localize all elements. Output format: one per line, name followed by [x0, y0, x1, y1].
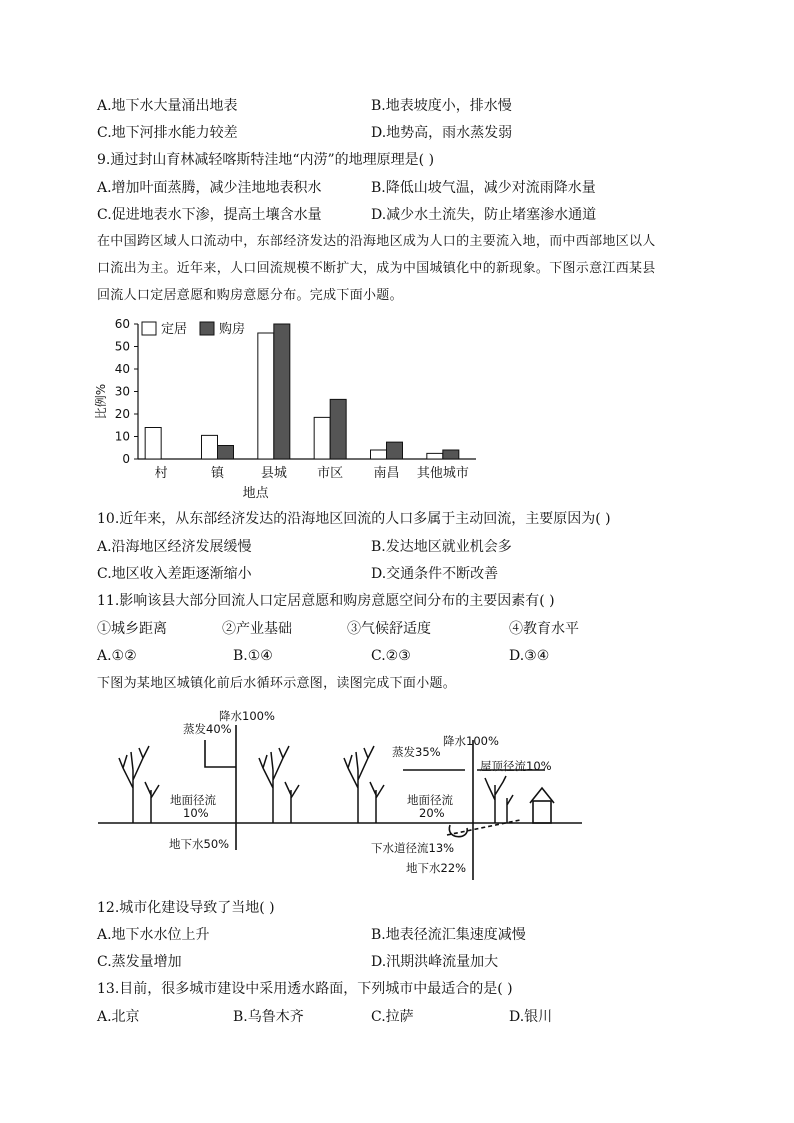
q8-option-a: A.地下水大量涌出地表: [97, 98, 238, 114]
q10-stem: 10.近年来，从东部经济发达的沿海地区回流的人口多属于主动回流，主要原因为( ): [97, 511, 611, 527]
bar-settle: [202, 435, 218, 459]
q13-option-a: A.北京: [97, 1009, 140, 1025]
q13-stem: 13.目前，很多城市建设中采用透水路面，下列城市中最适合的是( ): [97, 981, 513, 997]
precip-label-before: 降水100%: [219, 709, 275, 723]
precip-label-after: 降水100%: [443, 734, 499, 748]
q11-option-d: D.③④: [509, 648, 550, 664]
passage-line: 回流人口定居意愿和购房意愿分布。完成下面小题。: [97, 288, 403, 303]
x-tick-label: 南昌: [373, 466, 400, 481]
q9-option-a: A.增加叶面蒸腾，减少洼地地表积水: [97, 180, 322, 196]
q9-option-c: C.促进地表水下渗，提高土壤含水量: [97, 207, 322, 223]
q11-option-a: A.①②: [97, 648, 137, 664]
legend-label: 定居: [161, 322, 188, 337]
q10-option-c: C.地区收入差距逐渐缩小: [97, 566, 252, 582]
q11-option-c: C.②③: [371, 648, 411, 664]
sewer-runoff-label: 下水道径流13%: [371, 841, 455, 855]
passage-line: 口流出为主。近年来，人口回流规模不断扩大，成为中国城镇化中的新现象。下图示意江西某县: [97, 261, 656, 276]
population-intent-bar-chart: [90, 312, 490, 502]
water-cycle-diagram: [95, 700, 590, 880]
bar-buy: [387, 442, 403, 459]
q12-stem: 12.城市化建设导致了当地( ): [97, 900, 275, 916]
y-tick-label: 40: [114, 362, 130, 376]
roof-runoff-label: 屋顶径流10%: [480, 759, 552, 773]
q11-option-b: B.①④: [233, 648, 273, 664]
tree-icon: [119, 746, 159, 823]
bar-settle: [145, 428, 161, 460]
x-tick-label: 村: [154, 466, 168, 481]
tree-icon: [259, 746, 299, 823]
y-tick-label: 0: [122, 452, 130, 466]
sewer-curve: [449, 825, 467, 837]
legend-label: 购房: [219, 322, 246, 337]
q11-stem: 11.影响该县大部分回流人口定居意愿和购房意愿空间分布的主要因素有( ): [97, 593, 555, 609]
x-tick-label: 市区: [317, 466, 344, 481]
q11-factor-3: ③气候舒适度: [347, 621, 431, 637]
bar-settle: [258, 333, 274, 459]
groundwater-label-before: 地下水50%: [169, 837, 230, 851]
bar-settle: [371, 450, 387, 459]
q8-option-c: C.地下河排水能力较差: [97, 125, 238, 141]
y-tick-label: 60: [114, 317, 130, 331]
surface-runoff-value-after: 20%: [419, 806, 445, 820]
evap-label-after: 蒸发35%: [392, 745, 441, 759]
q13-option-c: C.拉萨: [371, 1009, 414, 1025]
q12-option-b: B.地表径流汇集速度减慢: [371, 927, 526, 943]
surface-runoff-label-after: 地面径流: [407, 793, 453, 807]
q9-stem: 9.通过封山育林减轻喀斯特洼地“内涝”的地理原理是( ): [97, 152, 435, 168]
evap-label-before: 蒸发40%: [183, 722, 232, 736]
q11-factor-1: ①城乡距离: [97, 621, 167, 637]
house-icon: [530, 788, 554, 823]
bar-settle: [314, 417, 330, 459]
q12-option-a: A.地下水水位上升: [97, 927, 210, 943]
bar-buy: [274, 324, 290, 459]
bar-settle: [427, 453, 443, 459]
passage-population: [97, 228, 697, 309]
evap-line-before: [205, 740, 236, 767]
bar-buy: [218, 446, 234, 460]
q12-option-d: D.汛期洪峰流量加大: [371, 954, 499, 970]
y-tick-label: 30: [114, 384, 130, 399]
q8-option-d: D.地势高，雨水蒸发弱: [371, 125, 513, 141]
q8-option-b: B.地表坡度小，排水慢: [371, 98, 512, 114]
q12-option-c: C.蒸发量增加: [97, 954, 182, 970]
surface-runoff-label-before: 地面径流: [170, 793, 216, 807]
passage-water-cycle: 下图为某地区城镇化前后水循环示意图，读图完成下面小题。: [97, 676, 457, 691]
q13-option-d: D.银川: [509, 1009, 553, 1025]
x-tick-label: 镇: [210, 466, 225, 481]
tree-icon: [344, 746, 384, 823]
x-tick-label: 其他城市: [416, 466, 469, 481]
y-tick-label: 10: [114, 429, 130, 444]
x-tick-label: 县城: [260, 466, 287, 481]
y-axis-label: 比例%: [94, 383, 108, 420]
bar-buy: [330, 399, 346, 459]
legend-swatch: [142, 322, 156, 335]
groundwater-label-after: 地下水22%: [406, 861, 467, 875]
q10-option-a: A.沿海地区经济发展缓慢: [97, 539, 252, 555]
tree-icon: [485, 776, 513, 823]
surface-runoff-value-before: 10%: [183, 806, 209, 820]
passage-line: 在中国跨区域人口流动中，东部经济发达的沿海地区成为人口的主要流入地，而中西部地区以人: [97, 234, 656, 249]
y-tick-label: 20: [114, 407, 130, 421]
q11-factor-4: ④教育水平: [509, 621, 579, 637]
bar-buy: [443, 450, 459, 459]
q10-option-d: D.交通条件不断改善: [371, 566, 499, 582]
q11-factor-2: ②产业基础: [222, 621, 292, 637]
q10-option-b: B.发达地区就业机会多: [371, 539, 512, 555]
x-axis-label: 地点: [242, 486, 269, 501]
q13-option-b: B.乌鲁木齐: [233, 1009, 304, 1025]
q9-option-b: B.降低山坡气温，减少对流雨降水量: [371, 180, 596, 196]
legend-swatch: [200, 322, 214, 335]
q9-option-d: D.减少水土流失，防止堵塞渗水通道: [371, 207, 597, 223]
y-tick-label: 50: [114, 339, 130, 354]
